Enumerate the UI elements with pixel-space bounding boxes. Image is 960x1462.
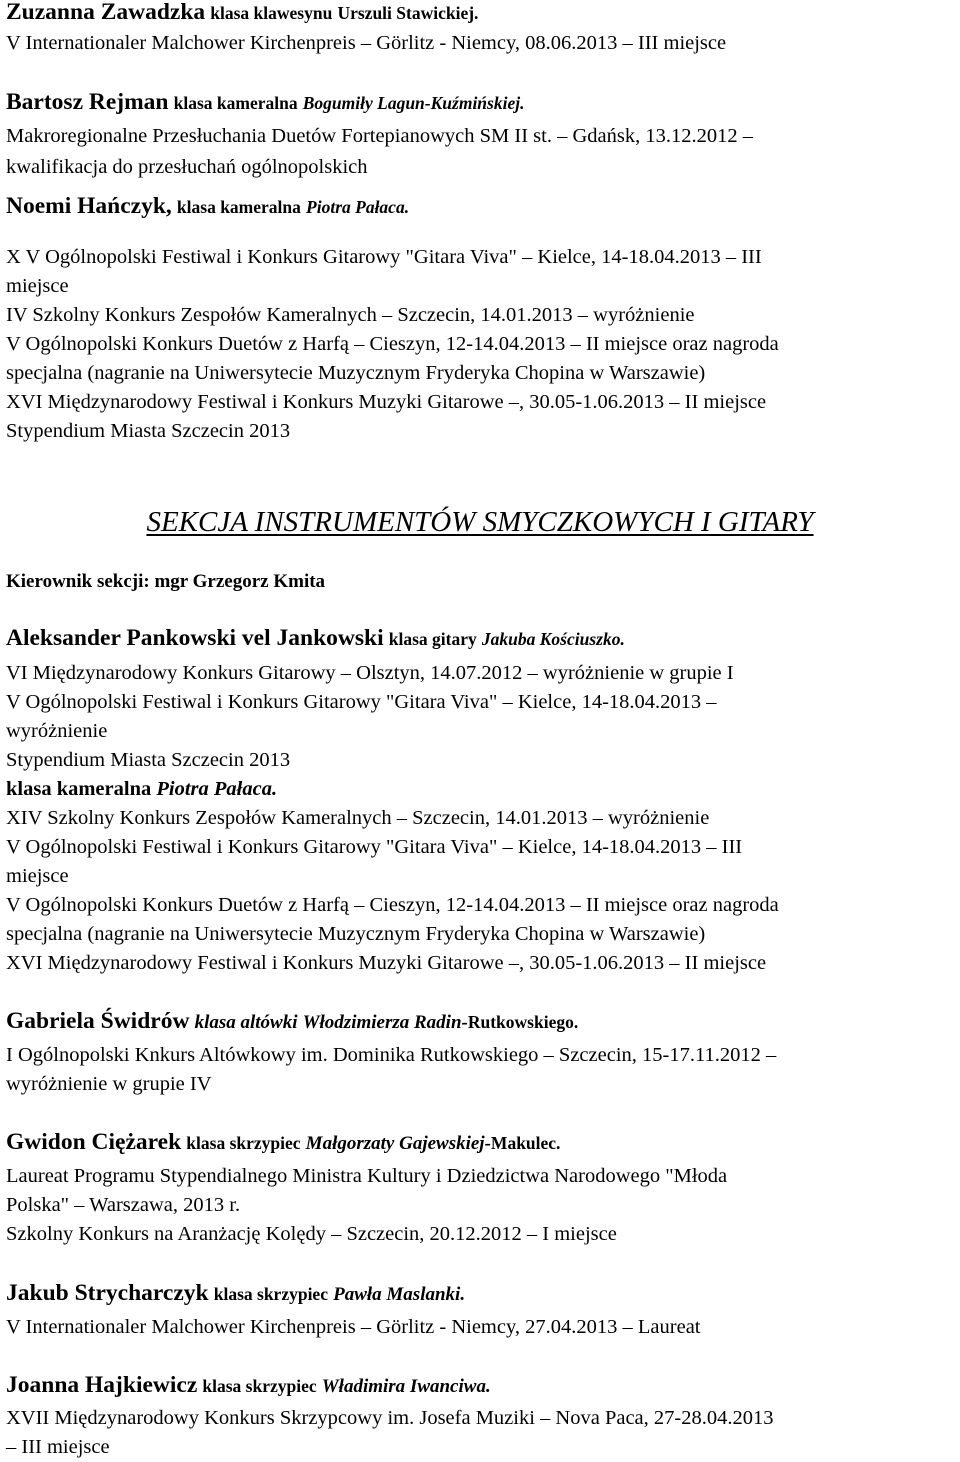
award-line: XVII Międzynarodowy Konkurs Skrzypcowy im. Josefa Muziki – Nova Paca, 27-28.04.2013: [6, 1407, 774, 1429]
award-line: wyróżnienie: [6, 720, 108, 742]
award-line: – III miejsce: [6, 1436, 110, 1458]
teacher-name: Piotra Pałaca.: [306, 197, 410, 217]
award-line: V Ogólnopolski Festiwal i Konkurs Gitarowy "Gitara Viva" – Kielce, 14-18.04.2013 – III: [6, 836, 743, 858]
award-line: miejsce: [6, 865, 69, 887]
award-line: X V Ogólnopolski Festiwal i Konkurs Gitarowy "Gitara Viva" – Kielce, 14-18.04.2013 – III: [6, 246, 762, 268]
class-label: klasa klawesynu: [210, 3, 333, 23]
entry-header: [6, 194, 409, 219]
award-line: miejsce: [6, 275, 69, 297]
award-line: V Internationaler Malchower Kirchenpreis – Görlitz - Niemcy, 27.04.2013 – Laureat: [6, 1316, 701, 1338]
teacher-name: Urszuli Stawickiej.: [337, 3, 479, 23]
teacher-name: Piotra Pałaca.: [156, 778, 278, 800]
teacher-name-suffix: Makulec.: [490, 1133, 561, 1153]
class-label: klasa gitary: [388, 629, 477, 649]
class-label: klasa skrzypiec: [213, 1284, 328, 1304]
subclass-header: [6, 777, 277, 801]
class-label: klasa altówki: [194, 1012, 298, 1033]
class-label: klasa skrzypiec: [202, 1376, 317, 1396]
student-name: Zuzanna Zawadzka: [6, 0, 206, 25]
award-line: Laureat Programu Stypendialnego Ministra Kultury i Dziedzictwa Narodowego "Młoda: [6, 1165, 728, 1187]
entry-header: [6, 1373, 491, 1399]
entry-header: [6, 1130, 560, 1156]
award-line: XVI Międzynarodowy Festiwal i Konkurs Muzyki Gitarowe –, 30.05-1.06.2013 – II miejsce: [6, 952, 767, 974]
class-label: klasa skrzypiec: [186, 1133, 301, 1153]
award-line: VI Międzynarodowy Konkurs Gitarowy – Olsztyn, 14.07.2012 – wyróżnienie w grupie I: [6, 662, 734, 684]
entry-header: [6, 90, 524, 115]
entry-header: [6, 1009, 578, 1035]
entry-header: [6, 1281, 465, 1307]
award-line: wyróżnienie w grupie IV: [6, 1073, 212, 1095]
student-name: Jakub Strycharczyk: [6, 1280, 209, 1306]
student-name: Bartosz Rejman: [6, 89, 169, 115]
teacher-name: Pawła Maslanki.: [333, 1284, 466, 1305]
award-line: V Ogólnopolski Festiwal i Konkurs Gitarowy "Gitara Viva" – Kielce, 14-18.04.2013 –: [6, 691, 717, 713]
class-label: klasa kameralna: [6, 778, 152, 800]
award-line: XVI Międzynarodowy Festiwal i Konkurs Muzyki Gitarowe –, 30.05-1.06.2013 – II miejsce: [6, 391, 767, 413]
class-label: klasa kameralna: [173, 93, 298, 113]
award-line: Polska" – Warszawa, 2013 r.: [6, 1194, 241, 1216]
teacher-name-suffix: Rutkowskiego.: [467, 1012, 579, 1032]
award-line: V Ogólnopolski Konkurs Duetów z Harfą – Cieszyn, 12-14.04.2013 – II miejsce oraz nagroda: [6, 333, 779, 355]
section-head-label: Kierownik sekcji: mgr Grzegorz Kmita: [6, 571, 326, 592]
award-line: V Internationaler Malchower Kirchenpreis – Görlitz - Niemcy, 08.06.2013 – III miejsce: [6, 32, 727, 54]
student-name: Joanna Hajkiewicz: [6, 1372, 198, 1398]
student-name: Aleksander Pankowski vel Jankowski: [6, 625, 384, 651]
student-name: Gabriela Świdrów: [6, 1008, 190, 1034]
award-line: V Ogólnopolski Konkurs Duetów z Harfą – Cieszyn, 12-14.04.2013 – II miejsce oraz nagroda: [6, 894, 779, 916]
award-line: IV Szkolny Konkurs Zespołów Kameralnych – Szczecin, 14.01.2013 – wyróżnienie: [6, 304, 695, 326]
section-title: SEKCJA INSTRUMENTÓW SMYCZKOWYCH I GITARY: [146, 506, 814, 538]
entry-header: [6, 626, 625, 651]
award-line: Stypendium Miasta Szczecin 2013: [6, 420, 291, 442]
award-line: Makroregionalne Przesłuchania Duetów Fortepianowych SM II st. – Gdańsk, 13.12.2012 –: [6, 125, 753, 147]
teacher-name: Władimira Iwanciwa.: [321, 1376, 491, 1397]
teacher-name: Włodzimierza Radin-: [302, 1012, 468, 1033]
teacher-name: Bogumiły Lagun-Kuźmińskiej.: [302, 93, 525, 113]
student-name: Gwidon Ciężarek: [6, 1129, 182, 1155]
teacher-name: Jakuba Kościuszko.: [481, 629, 625, 649]
teacher-name: Małgorzaty Gajewskiej-: [305, 1133, 491, 1154]
award-line: I Ogólnopolski Knkurs Altówkowy im. Dominika Rutkowskiego – Szczecin, 15-17.11.2012 –: [6, 1044, 777, 1066]
award-line: XIV Szkolny Konkurs Zespołów Kameralnych – Szczecin, 14.01.2013 – wyróżnienie: [6, 807, 710, 829]
award-line: specjalna (nagranie na Uniwersytecie Muzycznym Fryderyka Chopina w Warszawie): [6, 923, 706, 945]
entry-header: [6, 0, 478, 25]
award-line: Szkolny Konkurs na Aranżację Kolędy – Szczecin, 20.12.2012 – I miejsce: [6, 1223, 617, 1245]
award-line: Stypendium Miasta Szczecin 2013: [6, 749, 291, 771]
award-line: kwalifikacja do przesłuchań ogólnopolskich: [6, 156, 368, 178]
class-label: klasa kameralna: [176, 197, 301, 217]
student-name: Noemi Hańczyk,: [6, 193, 172, 219]
award-line: specjalna (nagranie na Uniwersytecie Muzycznym Fryderyka Chopina w Warszawie): [6, 362, 706, 384]
